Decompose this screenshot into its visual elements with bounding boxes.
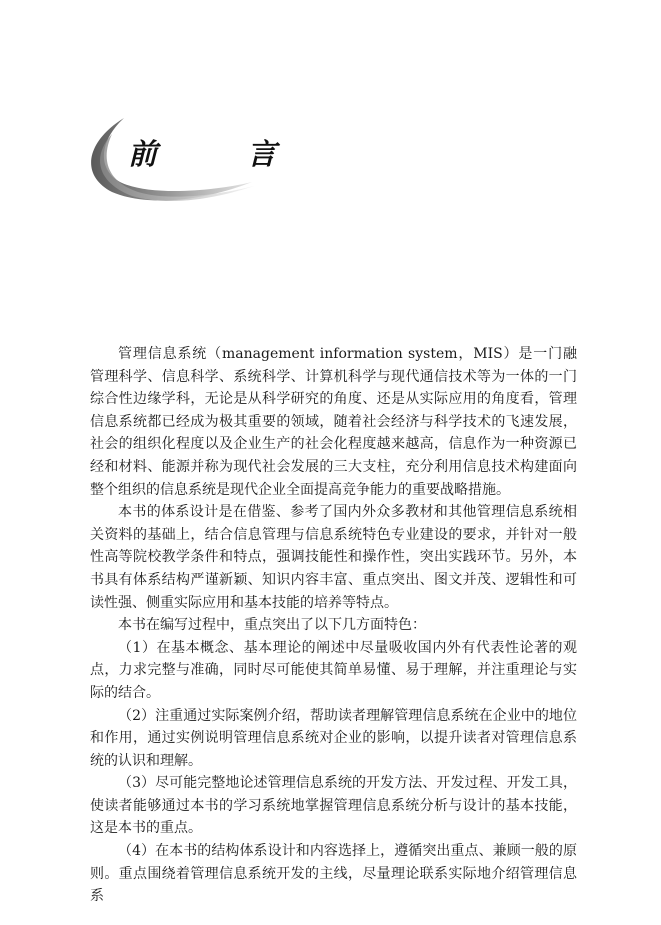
chapter-header	[82, 112, 317, 212]
paragraph: 管理信息系统（management information system，MIS）是一门融管理科学、信息科学、系统科学、计算机科学与现代通信技术等为一体的一门综合性边缘学科，无论是从科学研究的角度、还是从实际应用的角度看，管理信息系统都已经成为极其重要的领域，随着社会经济与科学技术的飞速发展，社会的组织化程度以及企业生产的社会化程度越来越高，信息作为一种资源已经和材料、能源并称为现代社会发展的三大支柱，充分利用信息技术构建面向整个组织的信息系统是现代企业全面提高竞争能力的重要战略措施。	[90, 346, 577, 498]
paragraph: 本书的体系设计是在借鉴、参考了国内外众多教材和其他管理信息系统相关资料的基础上，结合信息管理与信息系统特色专业建设的要求，并针对一般性高等院校教学条件和特点，强调技能性和操作性，突出实践环节。另外，本书具有体系结构严谨新颖、知识内容丰富、重点突出、图文并茂、逻辑性和可读性强、侧重实际应用和基本技能的培养等特点。	[90, 504, 577, 611]
paragraph: 本书在编写过程中，重点突出了以下几方面特色：	[118, 617, 426, 634]
paragraph: （3）尽可能完整地论述管理信息系统的开发方法、开发过程、开发工具，使读者能够通过本书的学习系统地掌握管理信息系统分析与设计的基本技能，这是本书的重点。	[90, 775, 577, 837]
paragraph: （1）在基本概念、基本理论的阐述中尽量吸收国内外有代表性论著的观点，力求完整与准确，同时尽可能使其简单易懂、易于理解，并注重理论与实际的结合。	[90, 639, 577, 701]
preface-body	[90, 343, 577, 908]
paragraph: （4）在本书的结构体系设计和内容选择上，遵循突出重点、兼顾一般的原则。重点围绕着管理信息系统开发的主线，尽量理论联系实际地介绍管理信息系	[90, 843, 577, 905]
page-title: 前 言	[128, 137, 317, 171]
paragraph: （2）注重通过实际案例介绍，帮助读者理解管理信息系统在企业中的地位和作用，通过实例说明管理信息系统对企业的影响，以提升读者对管理信息系统的认识和理解。	[90, 707, 577, 769]
